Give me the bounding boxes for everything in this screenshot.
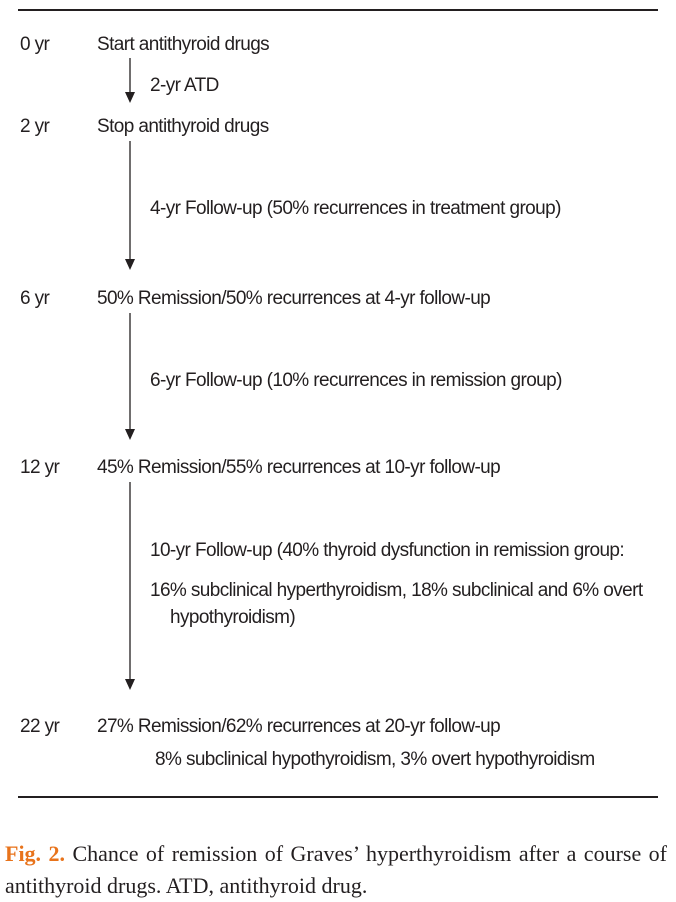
interval-10yr-follow-up: 10-yr Follow-up (40% thyroid dysfunction in remission group: xyxy=(150,540,625,561)
figure-caption xyxy=(5,838,667,902)
bottom-rule xyxy=(18,796,658,798)
event-6yr-outcome: 50% Remission/50% recurrences at 4-yr follow-up xyxy=(97,288,491,309)
year-label-22: 22 yr xyxy=(20,716,60,737)
interval-10yr-detail-line1: 16% subclinical hyperthyroidism, 18% subclinical and 6% overt xyxy=(150,580,643,601)
event-22yr-detail: 8% subclinical hypothyroidism, 3% overt hypothyroidism xyxy=(155,749,595,770)
event-22yr-outcome: 27% Remission/62% recurrences at 20-yr follow-up xyxy=(97,716,501,737)
year-label-0: 0 yr xyxy=(20,34,50,55)
caption-text: Chance of remission of Graves’ hyperthyroidism after a course of antithyroid drugs. ATD, antithyroid drug. xyxy=(5,841,667,898)
event-start-atd: Start antithyroid drugs xyxy=(97,34,270,55)
arrow-down-icon xyxy=(124,482,136,691)
arrow-down-icon xyxy=(124,141,136,271)
interval-6yr-follow-up: 6-yr Follow-up (10% recurrences in remission group) xyxy=(150,370,562,391)
event-stop-atd: Stop antithyroid drugs xyxy=(97,116,269,137)
interval-10yr-detail-line2: hypothyroidism) xyxy=(170,607,296,628)
year-label-6: 6 yr xyxy=(20,288,50,309)
event-12yr-outcome: 45% Remission/55% recurrences at 10-yr follow-up xyxy=(97,457,501,478)
year-label-12: 12 yr xyxy=(20,457,60,478)
top-rule xyxy=(18,9,658,11)
figure-label: Fig. 2. xyxy=(5,841,66,866)
arrow-down-icon xyxy=(124,58,136,104)
year-label-2: 2 yr xyxy=(20,116,50,137)
arrow-down-icon xyxy=(124,313,136,441)
interval-4yr-follow-up: 4-yr Follow-up (50% recurrences in treatment group) xyxy=(150,198,561,219)
interval-2yr-atd: 2-yr ATD xyxy=(150,75,219,96)
